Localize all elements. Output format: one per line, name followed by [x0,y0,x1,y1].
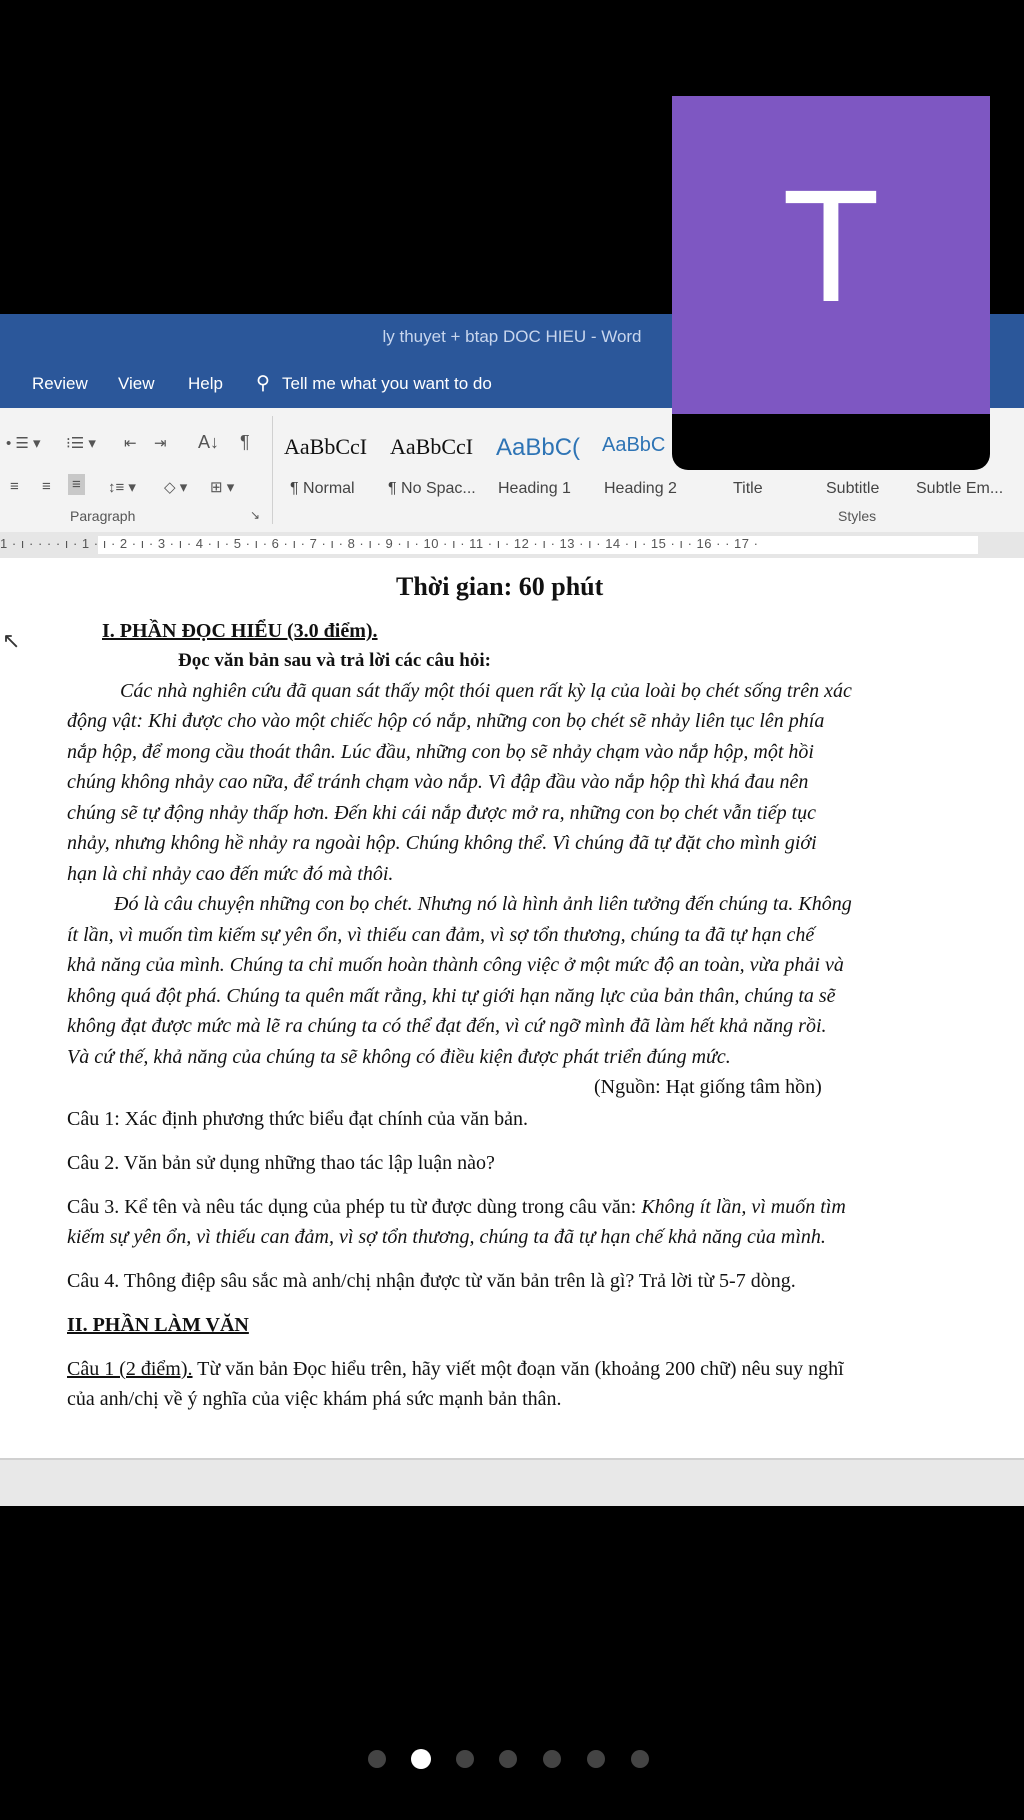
page-dot[interactable] [631,1750,649,1768]
justify-icon[interactable]: ≡ [68,474,85,495]
page-dot[interactable] [587,1750,605,1768]
participant-avatar[interactable] [672,96,990,414]
avatar-name-band [672,414,990,470]
p2-line: ít lần, vì muốn tìm kiếm sự yên ổn, vì thiếu can đảm, vì sợ tổn thương, chúng ta đã tự hạn chế [67,924,815,946]
lightbulb-icon: ⚲ [256,373,270,394]
question-3-lead: Câu 3. Kể tên và nêu tác dụng của phép tu từ được dùng trong câu văn: [67,1196,642,1218]
tab-help[interactable]: Help [188,374,223,393]
group-divider [272,416,273,524]
section-reading-heading: I. PHẦN ĐỌC HIỂU (3.0 điểm). [102,620,378,642]
align-right-icon[interactable]: ≡ [42,478,51,495]
question-4: Câu 4. Thông điệp sâu sắc mà anh/chị nhận được từ văn bản trên là gì? Trả lời từ 5-7 dòng. [67,1270,796,1292]
question-3 [67,1196,846,1219]
page-dot[interactable] [543,1750,561,1768]
p2-line: không đạt được mức mà lẽ ra chúng ta có thể đạt đến, vì cứ ngỡ mình đã làm hết khả năng rồi. [67,1015,827,1037]
p1-line: chúng sẽ tự động nhảy thấp hơn. Đến khi cái nắp được mở ra, những con bọ chét vẫn tiếp tục [67,802,817,824]
style-subtitle-label[interactable]: Subtitle [826,480,880,497]
writing-question-1-text: Từ văn bản Đọc hiểu trên, hãy viết một đoạn văn (khoảng 200 chữ) nêu suy nghĩ [192,1358,844,1380]
style-heading2-label[interactable]: Heading 2 [604,480,677,497]
tell-me-search[interactable]: Tell me what you want to do [282,374,492,393]
section-writing-heading: II. PHẦN LÀM VĂN [67,1314,249,1336]
writing-question-1-label: Câu 1 (2 điểm). [67,1358,193,1380]
source-citation: (Nguồn: Hạt giống tâm hồn) [594,1076,822,1098]
style-normal-preview[interactable]: AaBbCcI [284,434,368,459]
p2-line: không quá đột phá. Chúng ta quên mất rằng, khi tự giới hạn năng lực của bản thân, chúng ta sẽ [67,985,836,1007]
p2-line: Đó là câu chuyện những con bọ chét. Nhưng nó là hình ảnh liên tưởng đến chúng ta. Không [114,893,852,915]
styles-group-label: Styles [838,508,877,524]
numbering-icon[interactable]: ⁝☰ ▾ [66,435,96,452]
shading-icon[interactable]: ◇ ▾ [164,479,188,496]
style-title-label[interactable]: Title [733,480,763,497]
page-dot[interactable] [456,1750,474,1768]
question-3-quote: Không ít lần, vì muốn tìm [641,1196,846,1218]
paragraph-group-label: Paragraph [70,508,136,524]
page-dot[interactable] [368,1750,386,1768]
mouse-pointer-icon: ↖ [2,628,21,653]
paragraph-launcher-icon[interactable]: ↘ [250,508,261,522]
tab-view[interactable]: View [118,374,155,393]
avatar-initial: T [782,156,880,335]
question-3-quote-cont: kiếm sự yên ổn, vì thiếu can đảm, vì sợ tổn thương, chúng ta đã tự hạn chế khả năng của mình. [67,1226,826,1248]
tab-review[interactable]: Review [32,374,88,393]
p1-line: Các nhà nghiên cứu đã quan sát thấy một thói quen rất kỳ lạ của loài bọ chét sống trên xác [120,680,852,702]
page-gap [0,1458,1024,1506]
align-center-icon[interactable]: ≡ [10,478,19,495]
writing-question-1-cont: của anh/chị về ý nghĩa của việc khám phá sức mạnh bản thân. [67,1388,562,1410]
style-heading2-preview[interactable]: AaBbC [602,434,666,456]
style-heading1-preview[interactable]: AaBbC( [496,434,581,461]
style-nospacing-preview[interactable]: AaBbCcI [390,434,474,459]
bullets-icon[interactable]: • ☰ ▾ [6,435,41,452]
sort-icon[interactable]: A↓ [198,432,220,452]
page-dot[interactable] [499,1750,517,1768]
word-window [0,314,1024,1506]
p1-line: nhảy, nhưng không hề nhảy ra ngoài hộp. Chúng không thể. Vì chúng đã tự đặt cho mình giới [67,832,817,854]
increase-indent-icon[interactable]: ⇥ [154,435,167,452]
horizontal-ruler[interactable] [0,532,1024,559]
style-normal-label[interactable]: ¶ Normal [290,480,355,497]
page-indicator [0,1748,1024,1772]
style-nospacing-label[interactable]: ¶ No Spac... [388,480,476,497]
p2-line: khả năng của mình. Chúng ta chỉ muốn hoàn thành công việc ở một mức độ an toàn, vừa phải và [67,954,844,976]
ruler-scale: 1 · ı · · · · ı · 1 · ı · 2 · ı · 3 · ı · 4 · ı · 5 · ı · 6 · ı · 7 · ı · 8 · ı · 9 · ı · 10 · ı · 11 · ı · 12 · ı · 13 · ı · 14 · ı · 15 · ı · 16 · · 17 · [0,536,759,551]
question-1: Câu 1: Xác định phương thức biểu đạt chính của văn bản. [67,1108,529,1130]
style-subtle-emphasis-label[interactable]: Subtle Em... [916,480,1004,497]
p2-line: Và cứ thế, khả năng của chúng ta sẽ không có điều kiện được phát triển đúng mức. [67,1046,731,1068]
question-2: Câu 2. Văn bản sử dụng những thao tác lập luận nào? [67,1152,495,1174]
decrease-indent-icon[interactable]: ⇤ [124,435,137,452]
document-page[interactable] [0,558,1024,1458]
line-spacing-icon[interactable]: ↕≡ ▾ [108,479,136,496]
p1-line: chúng không nhảy cao nữa, để tránh chạm vào nắp. Vì đập đầu vào nắp hộp thì khá đau nên [67,771,809,793]
title-bar: ly thuyet + btap DOC HIEU - Word [0,314,1024,360]
page-dot-active[interactable] [411,1749,431,1769]
exam-time: Thời gian: 60 phút [396,572,604,601]
style-heading1-label[interactable]: Heading 1 [498,480,571,497]
instruction-line: Đọc văn bản sau và trả lời các câu hỏi: [178,650,491,671]
pilcrow-icon[interactable]: ¶ [240,432,250,452]
p1-line: hạn là chỉ nhảy cao đến mức đó mà thôi. [67,863,394,885]
writing-question-1 [67,1358,844,1381]
p1-line: nắp hộp, để mong cầu thoát thân. Lúc đầu, những con bọ sẽ nhảy chạm vào nắp hộp, một hồi [67,741,814,763]
p1-line: động vật: Khi được cho vào một chiếc hộp có nắp, những con bọ chét sẽ nhảy liên tục lên phía [67,710,825,732]
borders-icon[interactable]: ⊞ ▾ [210,479,235,496]
